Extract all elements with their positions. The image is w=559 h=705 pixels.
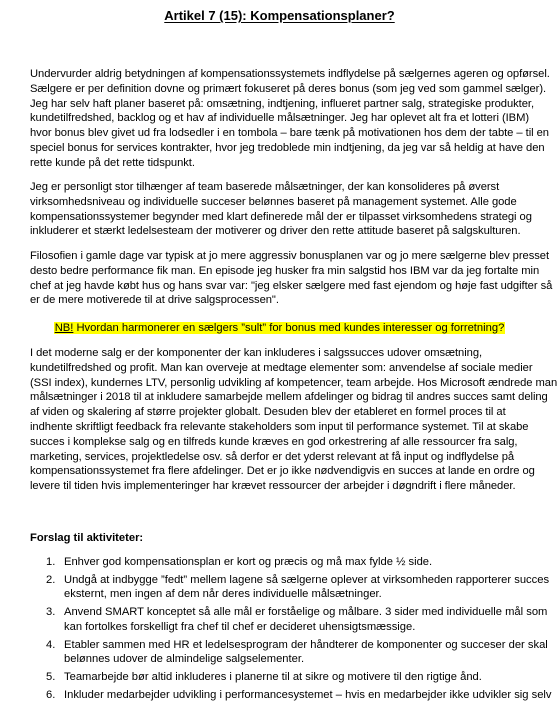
text-line: rette kunde på det rette tidspunkt. [30, 156, 195, 169]
paragraph-3 [30, 249, 553, 308]
text-line: eksternt, men ingen af dem når deres individuelle målsætninger. [64, 588, 382, 601]
item-number: 3. [46, 606, 56, 619]
nb-label: NB! [54, 322, 74, 334]
text-line: belønnes udover de almindelige salgselementer. [64, 653, 305, 666]
text-line: kundetilfredshed og profit. Man kan overveje at medtage elementer som: anvendelse af sociale medier [30, 361, 533, 374]
text-line: Sælgere er per definition dovne og primært fokuseret på deres bonus (som jeg ved som gammel sælger). [30, 82, 547, 95]
text-line: er de mere motiverede til at drive salgsprocessen". [30, 294, 279, 307]
text-line: kan fortolkes forskelligt fra chef til chef er decideret uhensigtsmæssige. [64, 620, 416, 633]
text-line: (SSI index), kundernes LTV, personlig udvikling af kompetencer, team arbejde. Hos Microsoft ændrede man [30, 376, 558, 389]
list-item [30, 573, 550, 602]
list-item [30, 670, 540, 685]
text-line: Jeg er personligt stor tilhænger af team baserede målsætninger, der kan konsolideres på øverst [30, 181, 500, 193]
text-line: hvor bonus blev givet ud fra lodsedler i en tombola – bare tænk på motivationen hos dem der tabte – til en [30, 127, 549, 140]
text-line: I det moderne salg er der komponenter der kan inkluderes i salgssucces udover omsætning, [30, 347, 483, 359]
list-item [30, 605, 548, 634]
text-line: inkluderer et stærkt ledelsesteam der motiverer og driver den rette attitude baseret på salgskulturen. [30, 225, 521, 238]
item-number: 6. [46, 688, 56, 701]
item-number: 2. [46, 573, 56, 586]
text-line: marketing, services, projektledelse osv. så derfor er det yderst relevant at få input og indflydelse på [30, 450, 515, 463]
text-line: succes i komplekse salg og en tilfreds kunde kræves en god orkestrering af alle ressourcer fra salg, [30, 435, 518, 448]
highlighted-note [0, 321, 559, 335]
page-title: Artikel 7 (15): Kompensationsplaner? [164, 8, 395, 23]
text-line: målsætninger i 2018 til at inkludere samarbejde mellem afdelinger og bidrag til andres succes samt deling [30, 391, 548, 404]
highlight-marker [54, 322, 506, 334]
list-item [30, 688, 552, 703]
text-line: kompensationssystemet fra flere afdelinger. Det er jo ikke nødvendigvis en succes at lande en ordre og [30, 465, 535, 478]
item-number: 1. [46, 556, 56, 568]
text-line: kompensationssystemer begynder med klart definerede mål der er tilpasset virksomhedens strategi og [30, 210, 532, 223]
text-line: Undervurder aldrig betydningen af kompensationssystemets indflydelse på sælgernes ageren og opførsel. [30, 68, 550, 80]
paragraph-2 [30, 180, 530, 239]
text-line: Undgå at indbygge ”fedt” mellem lagene så sælgerne oplever at virksomheden rapporterer succes [64, 573, 550, 586]
list-item [30, 638, 548, 667]
text-line: Anvend SMART konceptet så alle mål er forståelige og målbare. 3 sider med individuelle mål som [64, 606, 548, 619]
text-line: speciel bonus for services kontrakter, hvor jeg tredoblede min indtjening, da jeg var så heldig at have den [30, 141, 545, 154]
list-item [30, 555, 540, 570]
text-line: desto bedre performance fik man. En episode jeg husker fra min salgstid hos IBM var da jeg fortalte min [30, 264, 540, 277]
text-line: af viden og skalering af større projekter globalt. Desuden blev der etableret en formel proces til at [30, 406, 506, 419]
text-line: levere til tiden hvis implementeringer har krævet ressourcer der arbejder i døgndrift i flere måneder. [30, 480, 516, 493]
item-number: 5. [46, 670, 56, 683]
text-line: Jeg har selv haft planer baseret på: omsætning, indtjening, influeret partner salg, strategiske produkter, [30, 97, 535, 110]
text-line: Etabler sammen med HR et ledelsesprogram der håndterer de komponenter og succeser der skal [64, 638, 548, 651]
text-line: indhente skriftligt feedback fra relevante stakeholders som input til performance systemet. Til at skabe [30, 420, 529, 433]
item-number: 4. [46, 638, 56, 651]
paragraph-1 [30, 67, 550, 171]
note-text: Hvordan harmonerer en sælgers ”sult” for bonus med kundes interesser og forretning? [73, 322, 505, 334]
text-line: kundetilfredshed, backlog og et hav af individuelle målsætninger. Jeg har oplevet alt fra et lotteri (IBM) [30, 112, 530, 125]
text-line: chef at jeg havde købt hus og hans svar var: "jeg elsker sælgere med fast ejendom og høje fast udgifter så [30, 279, 553, 292]
activities-list [30, 555, 552, 705]
text-line: Enhver god kompensationsplan er kort og præcis og må max fylde ½ side. [64, 556, 433, 568]
text-line: Filosofien i gamle dage var typisk at jo mere aggressiv bonusplanen var og jo mere sælgerne blev presset [30, 250, 550, 262]
text-line: Teamarbejde bør altid inkluderes i planerne til at sikre og motivere til den rigtige ånd. [64, 670, 482, 683]
text-line: virksomhedsniveau og individuelle succeser belønnes baseret på management systemet. Alle gode [30, 195, 517, 208]
activities-heading: Forslag til aktiviteter: [30, 532, 144, 544]
text-line: Inkluder medarbejder udvikling i performancesystemet – hvis en medarbejder ikke udvikler sig selv [64, 688, 552, 701]
paragraph-4 [30, 346, 558, 494]
